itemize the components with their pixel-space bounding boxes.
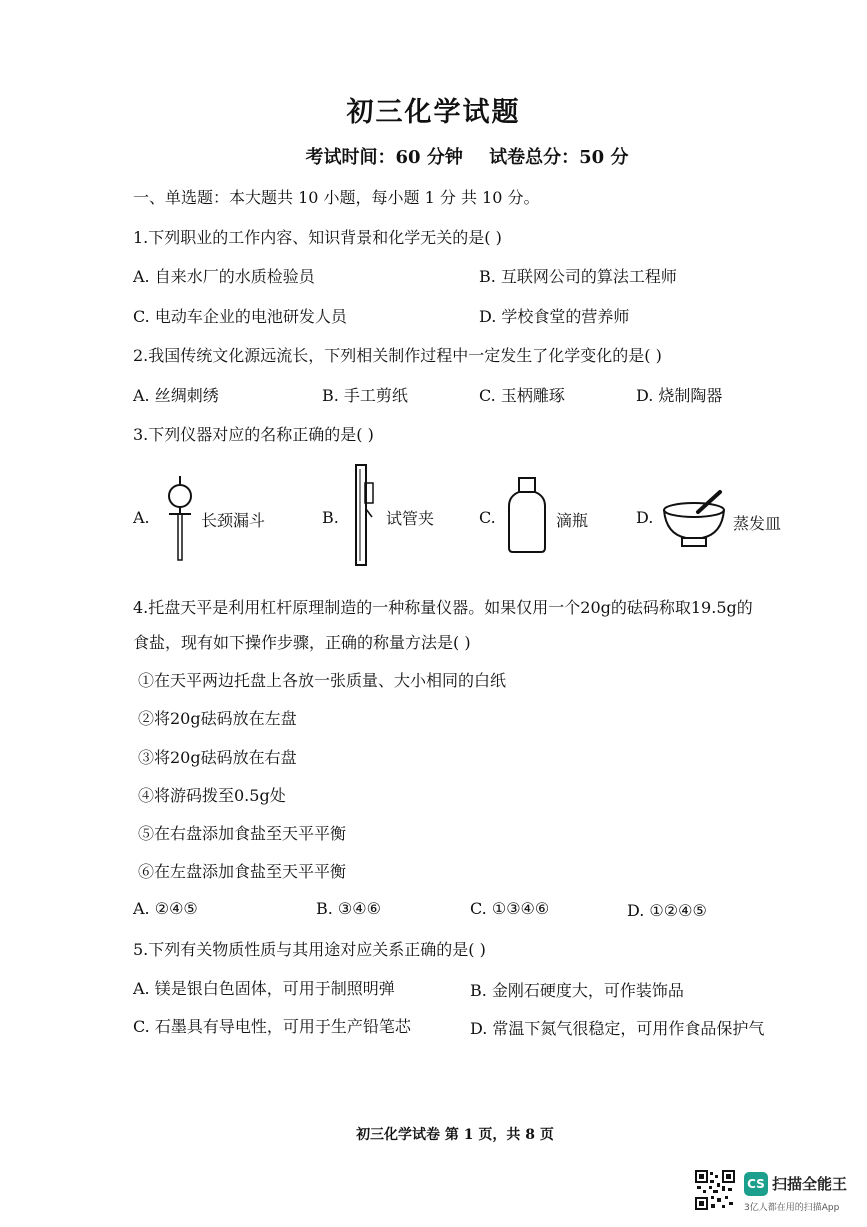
question-3-option-d-name: 蒸发皿 xyxy=(733,514,782,533)
question-5-option-c: C. 石墨具有导电性，可用于生产铅笔芯 xyxy=(133,1017,411,1036)
page-title: 初三化学试题 xyxy=(346,97,521,128)
question-4-option-c: C. ①③④⑥ xyxy=(470,899,550,918)
exam-time: 考试时间：60 分钟 xyxy=(305,147,463,168)
question-4-option-a: A. ②④⑤ xyxy=(133,899,198,918)
question-4-stem-line-2: 食盐，现有如下操作步骤，正确的称量方法是( ) xyxy=(133,633,471,652)
dropper-bottle-figure xyxy=(505,476,549,554)
qr-code-icon xyxy=(695,1170,735,1210)
question-4-option-b: B. ③④⑥ xyxy=(316,899,381,918)
question-4-step: ③将20g砝码放在右盘 xyxy=(138,748,297,767)
section-heading: 一、单选题：本大题共 10 小题，每小题 1 分 共 10 分。 xyxy=(133,188,540,207)
question-1-stem: 1.下列职业的工作内容、知识背景和化学无关的是( ) xyxy=(133,228,502,247)
question-1-option-d: D. 学校食堂的营养师 xyxy=(479,307,630,326)
exam-info xyxy=(0,143,867,169)
question-2-stem: 2.我国传统文化源远流长，下列相关制作过程中一定发生了化学变化的是( ) xyxy=(133,346,662,365)
question-5-option-a: A. 镁是银白色固体，可用于制照明弹 xyxy=(133,979,395,998)
question-3-option-b-name: 试管夹 xyxy=(386,509,435,528)
question-4-step: ⑥在左盘添加食盐至天平平衡 xyxy=(138,862,347,881)
question-2-option-d: D. 烧制陶器 xyxy=(636,386,723,405)
exam-total-score: 试卷总分：50 分 xyxy=(489,147,629,168)
question-2-option-a: A. 丝绸刺绣 xyxy=(133,386,219,405)
question-4-step: ④将游码拨至0.5g处 xyxy=(138,786,286,805)
page-footer: 初三化学试卷 第 1 页，共 8 页 xyxy=(356,1127,554,1143)
camscanner-logo: CS xyxy=(744,1172,768,1196)
mortar-and-pestle-figure xyxy=(662,488,728,550)
question-4-option-d: D. ①②④⑤ xyxy=(627,901,707,920)
question-3-option-c-name: 滴瓶 xyxy=(556,511,589,530)
question-5-stem: 5.下列有关物质性质与其用途对应关系正确的是( ) xyxy=(133,940,486,959)
question-3-option-c-letter: C. xyxy=(479,508,496,527)
camscanner-name: 扫描全能王 xyxy=(772,1175,848,1193)
question-3-stem: 3.下列仪器对应的名称正确的是( ) xyxy=(133,425,374,444)
question-2-option-b: B. 手工剪纸 xyxy=(322,386,408,405)
question-5-option-d: D. 常温下氮气很稳定，可用作食品保护气 xyxy=(470,1019,765,1038)
question-3-option-d-letter: D. xyxy=(636,508,654,527)
question-4-stem-line-1: 4.托盘天平是利用杠杆原理制造的一种称量仪器。如果仅用一个20g的砝码称取19.5g的 xyxy=(133,598,753,617)
question-1-option-b: B. 互联网公司的算法工程师 xyxy=(479,267,677,286)
question-3-option-a-name: 长颈漏斗 xyxy=(201,511,266,530)
question-4-step: ②将20g砝码放在左盘 xyxy=(138,709,297,728)
test-tube-holder-figure xyxy=(348,463,378,569)
question-3-option-b-letter: B. xyxy=(322,508,339,527)
camscanner-tagline: 3亿人都在用的扫描App xyxy=(744,1203,840,1213)
question-2-option-c: C. 玉柄雕琢 xyxy=(479,386,565,405)
question-1-option-c: C. 电动车企业的电池研发人员 xyxy=(133,307,347,326)
long-neck-funnel-figure xyxy=(163,474,197,564)
question-3-option-a-letter: A. xyxy=(133,508,150,527)
question-5-option-b: B. 金刚石硬度大，可作装饰品 xyxy=(470,981,684,1000)
question-4-step: ①在天平两边托盘上各放一张质量、大小相同的白纸 xyxy=(138,671,507,690)
question-1-option-a: A. 自来水厂的水质检验员 xyxy=(133,267,315,286)
question-4-step: ⑤在右盘添加食盐至天平平衡 xyxy=(138,824,347,843)
